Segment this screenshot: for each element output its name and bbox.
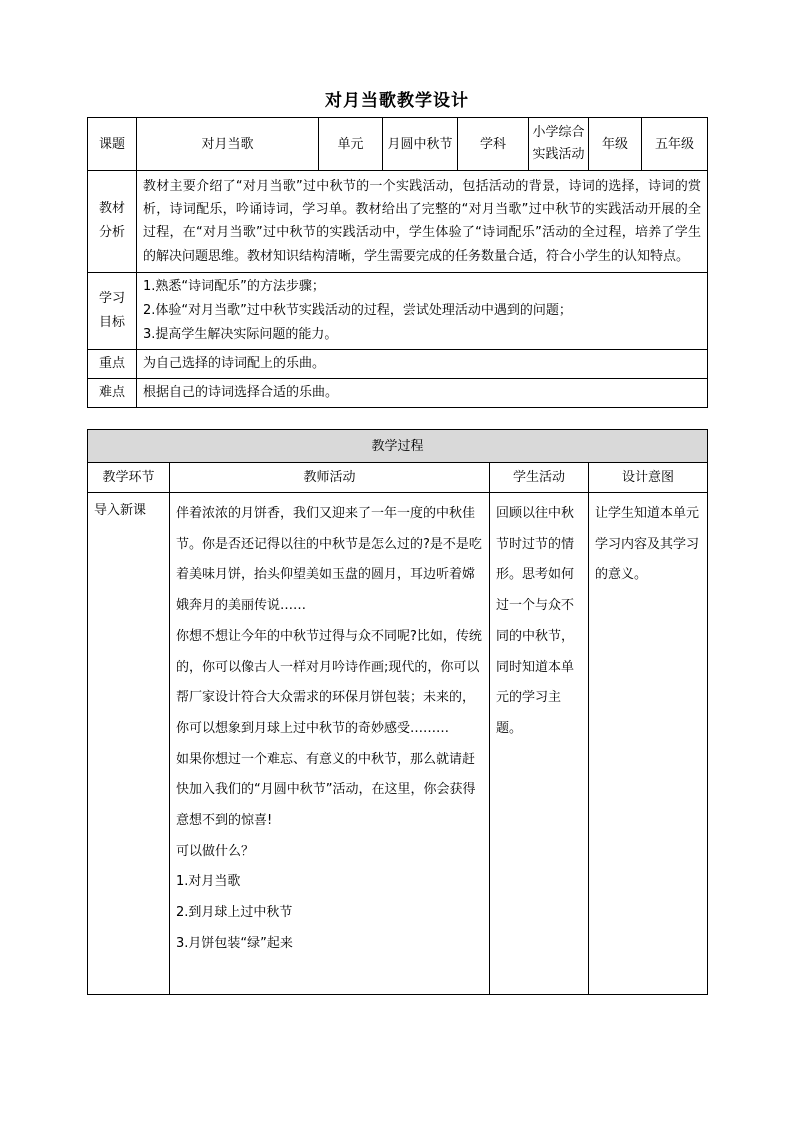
design-intent-cell: 让学生知道本单元学习内容及其学习的意义。 [589,493,708,995]
teacher-paragraph: 3.月饼包装“绿”起来 [176,935,293,951]
column-header-intent: 设计意图 [589,463,708,493]
topic-label: 课题 [88,118,137,171]
topic-value: 对月当歌 [137,118,319,171]
difficulty-label: 难点 [88,378,137,407]
difficulty-text: 根据自己的诗词选择合适的乐曲。 [137,378,708,407]
goal-item: 1.熟悉“诗词配乐”的方法步骤； [143,278,325,294]
goals-label: 学习目标 [88,272,137,349]
unit-value: 月圆中秋节 [383,118,458,171]
document-title: 对月当歌教学设计 [325,91,469,111]
column-header-student: 学生活动 [490,463,589,493]
teacher-paragraph: 可以做什么？ [176,843,255,859]
stage-cell: 导入新课 [88,493,170,995]
teacher-paragraph: 如果你想过一个难忘、有意义的中秋节，那么就请赶快加入我们的“月圆中秋节”活动，在这里，你会获得意想不到的惊喜! [176,751,476,829]
teacher-paragraph: 1.对月当歌 [176,874,241,890]
goals-list [137,272,708,349]
student-activity-cell: 回顾以往中秋节时过节的情形。思考如何过一个与众不同的中秋节，同时知道本单元的学习主题。 [490,493,589,995]
process-table [87,429,708,995]
teacher-paragraph: 你想不想让今年的中秋节过得与众不同呢?比如，传统的，你可以像古人一样对月吟诗作画;现代的，你可以帮厂家设计符合大众需求的环保月饼包装；未来的，你可以想象到月球上过中秋节的奇妙感受……… [176,628,482,736]
goal-item: 3.提高学生解决实际问题的能力。 [143,326,338,342]
teacher-activity-cell [170,493,490,995]
column-header-teacher: 教师活动 [170,463,490,493]
grade-value: 五年级 [642,118,708,171]
subject-value: 小学综合实践活动 [529,118,589,171]
key-text: 为自己选择的诗词配上的乐曲。 [137,349,708,378]
subject-label: 学科 [458,118,529,171]
grade-label: 年级 [589,118,642,171]
goal-item: 2.体验“对月当歌”过中秋节实践活动的过程，尝试处理活动中遇到的问题； [143,302,572,318]
teacher-paragraph: 2.到月球上过中秋节 [176,905,293,921]
info-table [87,117,708,408]
analysis-label: 教材分析 [88,171,137,273]
analysis-text: 教材主要介绍了“对月当歌”过中秋节的一个实践活动，包括活动的背景，诗词的选择，诗词的赏析，诗词配乐，吟诵诗词，学习单。教材给出了完整的“对月当歌”过中秋节的实践活动开展的全过程，在“对月当歌”过中秋节的实践活动中，学生体验了“诗词配乐”活动的全过程，培养了学生的解决问题思维。教材知识结构清晰，学生需要完成的任务数量合适，符合小学生的认知特点。 [137,171,708,273]
column-header-stage: 教学环节 [88,463,170,493]
process-heading: 教学过程 [88,430,708,463]
key-label: 重点 [88,349,137,378]
teacher-paragraph: 伴着浓浓的月饼香，我们又迎来了一年一度的中秋佳节。你是否还记得以往的中秋节是怎么过的?是不是吃着美味月饼，抬头仰望美如玉盘的圆月，耳边听着嫦娥奔月的美丽传说…… [176,506,482,614]
unit-label: 单元 [319,118,383,171]
